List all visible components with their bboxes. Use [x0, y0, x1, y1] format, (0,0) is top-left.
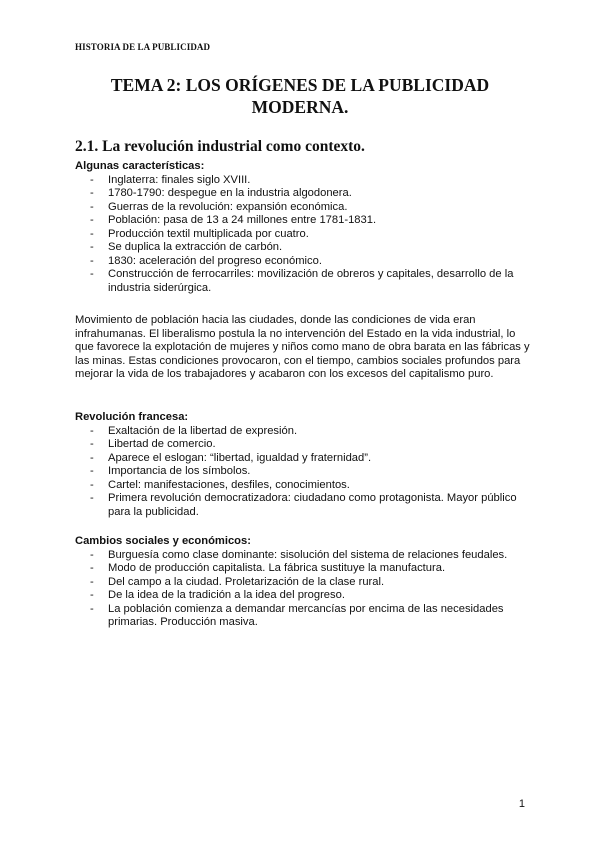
list-dash-marker: -: [90, 478, 94, 491]
list-dash-marker: -: [90, 227, 94, 240]
list-item: [75, 492, 535, 519]
list-item: [75, 268, 535, 295]
document-title: [75, 74, 525, 118]
list-item-text: Se duplica la extracción de carbón.: [108, 241, 283, 253]
list-item-text: De la idea de la tradición a la idea del progreso.: [108, 589, 345, 601]
list-item-text: 1780-1790: despegue en la industria algodonera.: [108, 187, 352, 199]
context-paragraph: Movimiento de población hacia las ciudades, donde las condiciones de vida eran infrahumanas. El liberalismo postula la no intervención del Estado en la vida industrial, lo que favorece la explotación de mujeres y niños como mano de obra barata en las fábricas y las minas. Estas condiciones provocaron, con el tiempo, cambios sociales profundos para mejorar la vida de los trabajadores y acabaron con los excesos del capitalismo puro.: [75, 314, 530, 380]
title-line-1: TEMA 2: LOS ORÍGENES DE LA PUBLICIDAD: [110, 75, 490, 95]
list-item-text: Producción textil multiplicada por cuatro.: [108, 227, 309, 240]
list-item: [75, 241, 535, 255]
list-item-text: Libertad de comercio.: [108, 438, 216, 450]
list-item: [75, 201, 535, 215]
cambios-heading: Cambios sociales y económicos:: [75, 535, 251, 547]
list-dash-marker: -: [90, 562, 94, 574]
list-dash-marker: -: [90, 254, 94, 267]
list-dash-marker: -: [90, 200, 94, 213]
list-item-text: 1830: aceleración del progreso económico.: [108, 254, 322, 267]
list-dash-marker: -: [90, 575, 94, 588]
list-dash-marker: -: [90, 492, 94, 504]
list-dash-marker: -: [90, 241, 94, 253]
list-item-text: Primera revolución democratizadora: ciudadano como protagonista. Mayor público para la publicidad.: [108, 492, 517, 518]
caracteristicas-block: [75, 160, 535, 295]
list-dash-marker: -: [90, 589, 94, 601]
cambios-list: [75, 549, 535, 630]
list-dash-marker: -: [90, 187, 94, 199]
list-item: [75, 425, 535, 439]
list-item-text: Inglaterra: finales siglo XVIII.: [108, 173, 251, 186]
list-item-text: La población comienza a demandar mercancías por encima de las necesidades primarias. Producción masiva.: [108, 602, 504, 628]
caracteristicas-list: [75, 174, 535, 296]
list-dash-marker: -: [90, 451, 94, 464]
revolucion-heading: Revolución francesa:: [75, 411, 189, 423]
list-item: [75, 255, 535, 269]
list-item: [75, 465, 535, 479]
list-item: [75, 576, 535, 590]
list-dash-marker: -: [90, 438, 94, 450]
list-item-text: Del campo a la ciudad. Proletarización de la clase rural.: [108, 575, 385, 588]
list-dash-marker: -: [90, 268, 94, 280]
list-item: [75, 214, 535, 228]
list-item: [75, 187, 535, 201]
list-item: [75, 174, 535, 188]
list-dash-marker: -: [90, 602, 94, 615]
list-item: [75, 479, 535, 493]
list-item-text: Construcción de ferrocarriles: movilización de obreros y capitales, desarrollo de la industria siderúrgica.: [108, 268, 514, 294]
revolucion-block: [75, 411, 535, 519]
list-item: [75, 589, 535, 603]
context-paragraph-block: [75, 314, 535, 382]
list-item-text: Importancia de los símbolos.: [108, 465, 251, 477]
list-item-text: Guerras de la revolución: expansión económica.: [108, 200, 348, 213]
list-item-text: Modo de producción capitalista. La fábrica sustituye la manufactura.: [108, 562, 446, 574]
list-item-text: Cartel: manifestaciones, desfiles, conocimientos.: [108, 478, 350, 491]
list-dash-marker: -: [90, 465, 94, 477]
cambios-block: [75, 535, 535, 630]
revolucion-list: [75, 425, 535, 520]
list-dash-marker: -: [90, 548, 94, 561]
list-item: [75, 438, 535, 452]
list-item: [75, 549, 535, 563]
list-item: [75, 452, 535, 466]
page-number: 1: [518, 798, 525, 810]
list-dash-marker: -: [90, 424, 94, 437]
list-item: [75, 228, 535, 242]
list-item: [75, 562, 535, 576]
list-dash-marker: -: [90, 214, 94, 226]
caracteristicas-heading: Algunas características:: [75, 160, 205, 172]
list-item-text: Exaltación de la libertad de expresión.: [108, 424, 298, 437]
list-item-text: Aparece el eslogan: “libertad, igualdad y fraternidad”.: [108, 451, 372, 464]
list-dash-marker: -: [90, 173, 94, 186]
list-item-text: Población: pasa de 13 a 24 millones entre 1781-1831.: [108, 214, 377, 226]
section-heading: 2.1. La revolución industrial como contexto.: [75, 138, 365, 155]
list-item-text: Burguesía como clase dominante: sisolución del sistema de relaciones feudales.: [108, 548, 508, 561]
running-header: HISTORIA DE LA PUBLICIDAD: [75, 42, 211, 52]
list-item: [75, 603, 535, 630]
title-line-2: MODERNA.: [251, 97, 349, 117]
